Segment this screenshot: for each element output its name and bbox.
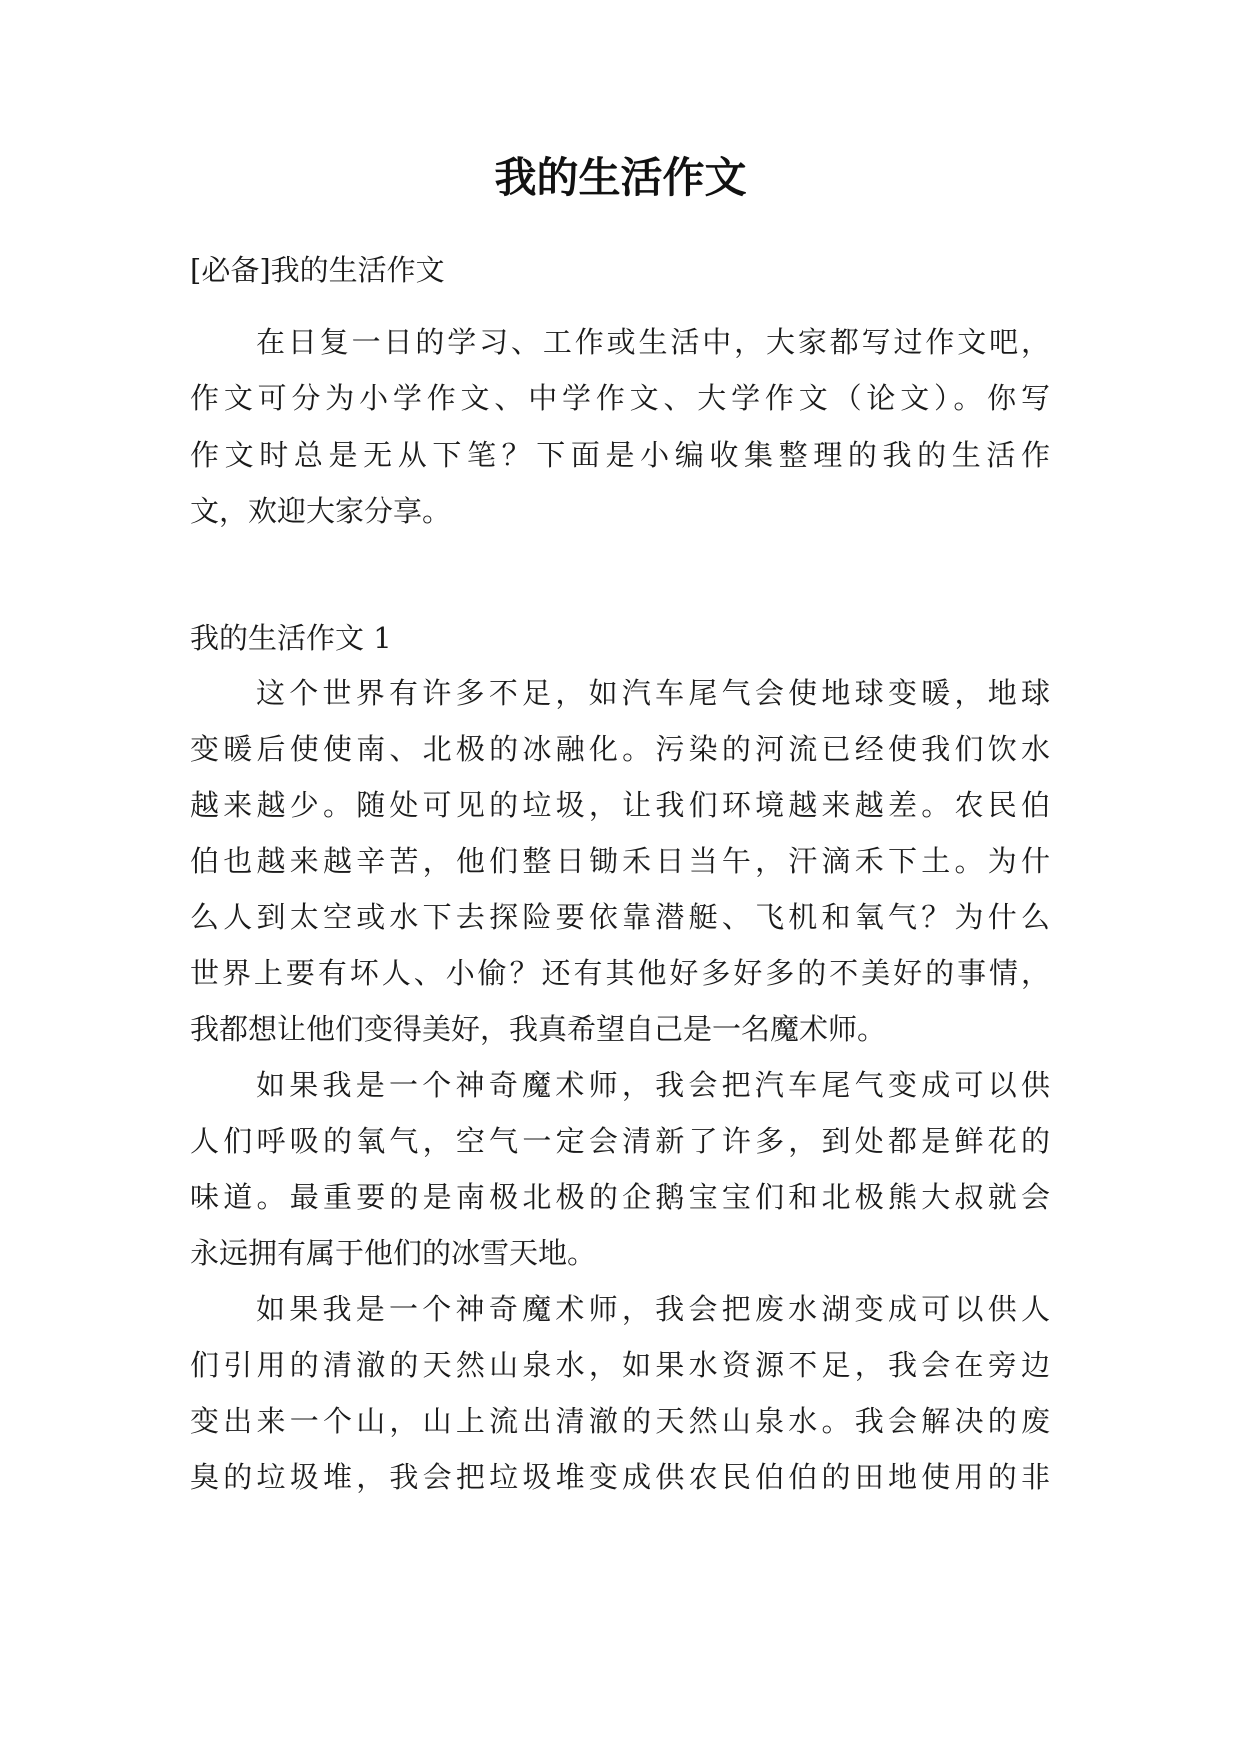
paragraph-line: 变暖后使使南、北极的冰融化。污染的河流已经使我们饮水 xyxy=(190,732,1050,766)
paragraph-line: 伯也越来越辛苦，他们整日锄禾日当午，汗滴禾下土。为什 xyxy=(190,844,1050,878)
paragraph-line: 味道。最重要的是南极北极的企鹅宝宝们和北极熊大叔就会 xyxy=(190,1180,1050,1214)
paragraph-line: 们引用的清澈的天然山泉水，如果水资源不足，我会在旁边 xyxy=(190,1348,1050,1382)
paragraph-line: 如果我是一个神奇魔术师，我会把废水湖变成可以供人 xyxy=(256,1292,1050,1326)
paragraph-line: 变出来一个山，山上流出清澈的天然山泉水。我会解决的废 xyxy=(190,1404,1050,1438)
paragraph-line: 文，欢迎大家分享。 xyxy=(190,494,452,528)
document-title: 我的生活作文 xyxy=(494,153,747,202)
paragraph-line: 臭的垃圾堆，我会把垃圾堆变成供农民伯伯的田地使用的非 xyxy=(190,1460,1050,1494)
paragraph-line: 我的生活作文 1 xyxy=(190,621,392,655)
paragraph-line: 作文时总是无从下笔？下面是小编收集整理的我的生活作 xyxy=(190,438,1050,472)
paragraph-line: 么人到太空或水下去探险要依靠潜艇、飞机和氧气？为什么 xyxy=(190,900,1050,934)
paragraph-line: 这个世界有许多不足，如汽车尾气会使地球变暖，地球 xyxy=(256,676,1050,710)
paragraph-line: 如果我是一个神奇魔术师，我会把汽车尾气变成可以供 xyxy=(256,1068,1050,1102)
paragraph-line: 我都想让他们变得美好，我真希望自己是一名魔术师。 xyxy=(190,1012,887,1046)
paragraph-line: 世界上要有坏人、小偷？还有其他好多好多的不美好的事情， xyxy=(190,956,1050,990)
paragraph-line: 作文可分为小学作文、中学作文、大学作文（论文）。你写 xyxy=(190,381,1050,415)
paragraph-line: 在日复一日的学习、工作或生活中，大家都写过作文吧， xyxy=(256,325,1050,359)
paragraph-line: 永远拥有属于他们的冰雪天地。 xyxy=(190,1236,597,1270)
paragraph-line: 越来越少。随处可见的垃圾，让我们环境越来越差。农民伯 xyxy=(190,788,1050,822)
paragraph-line: [必备]我的生活作文 xyxy=(190,253,445,287)
paragraph-line: 人们呼吸的氧气，空气一定会清新了许多，到处都是鲜花的 xyxy=(190,1124,1050,1158)
